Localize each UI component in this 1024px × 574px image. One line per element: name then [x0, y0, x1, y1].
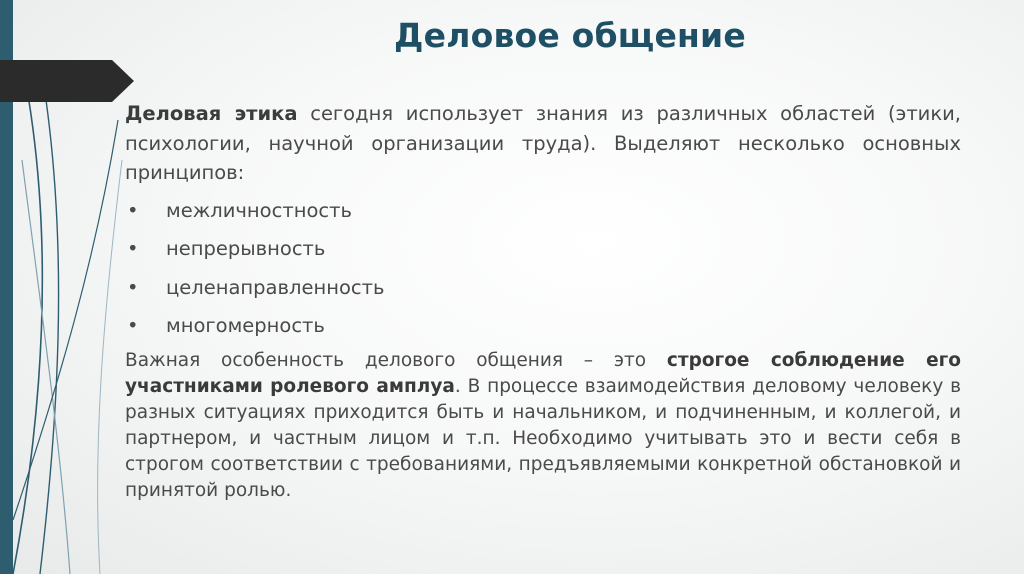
- slide-content: [125, 99, 961, 504]
- intro-paragraph: [125, 99, 961, 188]
- principle-label: межличностность: [166, 198, 352, 222]
- title-tab-arrow: [0, 60, 134, 102]
- principles-list: [125, 194, 961, 348]
- bullet-icon: •: [127, 198, 139, 222]
- list-item: [125, 194, 961, 233]
- slide-title: Деловое общение: [394, 16, 746, 55]
- decor-curve-3: [22, 160, 70, 574]
- intro-text: сегодня использует знания из различных областей (этики, психологии, научной организации труда). Выделяют несколько основных принципов:: [125, 102, 961, 184]
- list-item: [125, 309, 961, 348]
- summary-text-1: Важная особенность делового общения – это: [125, 349, 667, 371]
- bullet-icon: •: [127, 275, 139, 299]
- decor-curve-2: [40, 100, 59, 574]
- principle-label: непрерывность: [166, 237, 326, 260]
- decor-curve-1: [13, 95, 42, 574]
- summary-paragraph: [125, 348, 961, 504]
- intro-bold-term: Деловая этика: [125, 102, 298, 125]
- decor-curve-4: [98, 160, 122, 574]
- summary-text-2: . В процессе взаимодействия деловому человеку в разных ситуациях приходится быть и начальником, и подчиненным, и коллегой, и партнером, и частным лицом и т.п. Необходимо учитывать это и вести себя в строгом соответствии с требованиями, предъявляемыми конкретной обстановкой и принятой ролью.: [125, 375, 961, 501]
- bullet-icon: •: [127, 314, 139, 337]
- summary-bold-phrase: строгое соблюдение его участниками ролевого амплуа: [125, 349, 962, 397]
- list-item: [125, 271, 961, 310]
- principle-label: многомерность: [166, 314, 325, 337]
- bullet-icon: •: [127, 237, 139, 260]
- principle-label: целенаправленность: [166, 275, 385, 299]
- list-item: [125, 232, 961, 271]
- decor-curve-5: [13, 120, 118, 520]
